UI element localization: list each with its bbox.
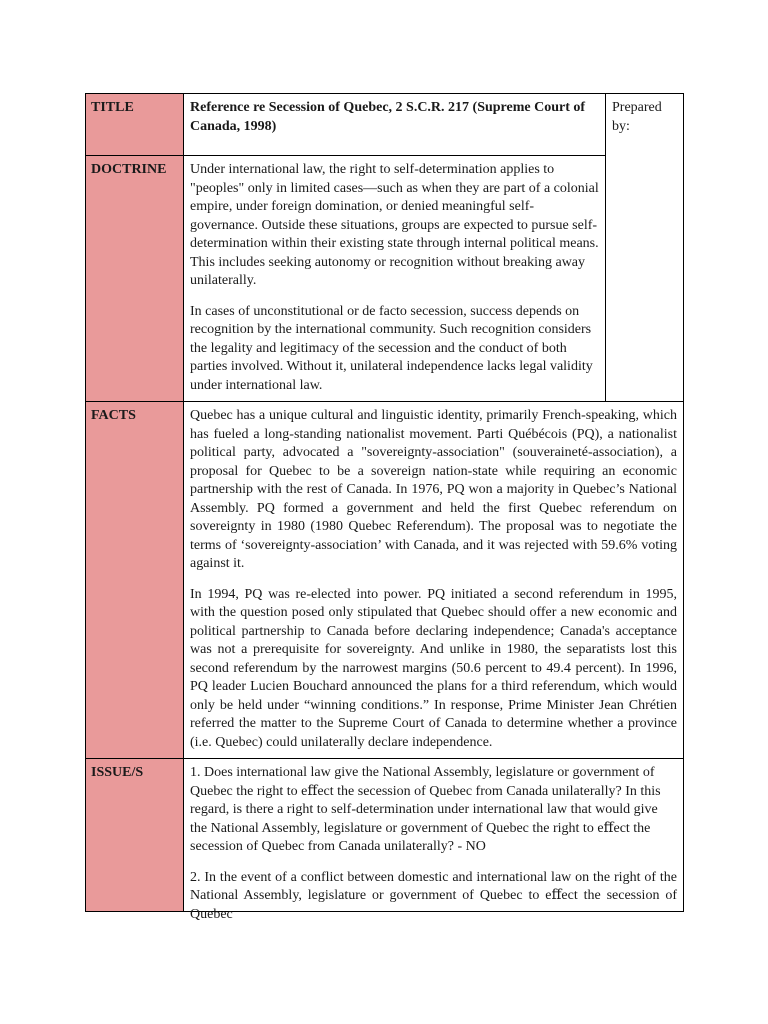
case-digest-table	[85, 93, 684, 922]
issue-paragraph: 2. In the event of a conflict between domestic and international law on the right of the National Assembly, legislature or government of Quebec to eﬀect the secession of Quebec	[190, 869, 677, 922]
doctrine-row	[86, 156, 684, 402]
doctrine-label: DOCTRINE	[86, 156, 184, 402]
facts-row	[86, 402, 684, 759]
facts-content	[184, 402, 684, 759]
case-title: Reference re Secession of Quebec, 2 S.C.R. 217 (Supreme Court of Canada, 1998)	[184, 94, 606, 156]
facts-label: FACTS	[86, 402, 184, 759]
issue-paragraph: 1. Does international law give the National Assembly, legislature or government of Quebec the right to eﬀect the secession of Quebec from Canada unilaterally? In this regard, is there a right to self-determination under international law that would give the National Assembly, legislature or government of Quebec the right to eﬀect the secession of Quebec from Canada unilaterally? - NO	[190, 765, 661, 854]
issues-label: ISSUE/S	[86, 759, 184, 912]
issues-row	[86, 759, 684, 912]
facts-paragraph: In 1994, PQ was re-elected into power. PQ initiated a second referendum in 1995, with the question posed only stipulated that Quebec should offer a new economic and political partnership to Canada before declaring independence; Canada's acceptance was not a prerequisite for sovereignty. And unlike in 1980, the separatists lost this second referendum by the narrowest margins (50.6 percent to 49.4 percent). In 1996, PQ leader Lucien Bouchard announced the plans for a third referendum, which would only be held under “winning conditions.” In response, Prime Minister Jean Chrétien referred the matter to the Supreme Court of Canada to determine whether a province (i.e. Quebec) could unilaterally declare independence.	[190, 586, 677, 750]
issues-clip	[190, 764, 677, 922]
issues-content	[184, 759, 684, 922]
doctrine-paragraph: In cases of unconstitutional or de facto secession, success depends on recognition by the international community. Such recognition considers the legality and legitimacy of the secession and the conduct of both parties involved. Without it, unilateral independence lacks legal validity under international law.	[190, 303, 593, 393]
prepared-by: Prepared by:	[606, 94, 684, 402]
doctrine-content	[184, 156, 606, 402]
title-row	[86, 94, 684, 156]
facts-paragraph: Quebec has a unique cultural and linguistic identity, primarily French-speaking, which has fueled a long-standing nationalist movement. Parti Québécois (PQ), a nationalist political party, advocated a "sovereignty-association" (souveraineté-association), a proposal for Quebec to be a sovereign nation-state while requiring an economic partnership with the rest of Canada. In 1976, PQ won a majority in Quebec’s National Assembly. PQ formed a government and held the first Quebec referendum on sovereignty in 1980 (1980 Quebec Referendum). The proposal was to negotiate the terms of ‘sovereignty-association’ with Canada, and it was rejected with 59.6% voting against it.	[190, 408, 677, 571]
title-label: TITLE	[86, 94, 184, 156]
doctrine-paragraph: Under international law, the right to self-determination applies to "peoples" only in limited cases—such as when they are part of a colonial empire, under foreign domination, or denied meaningful self-governance. Outside these situations, groups are expected to pursue self-determination within their existing state through internal political means. This includes seeking autonomy or recognition without breaking away unilaterally.	[190, 162, 599, 288]
